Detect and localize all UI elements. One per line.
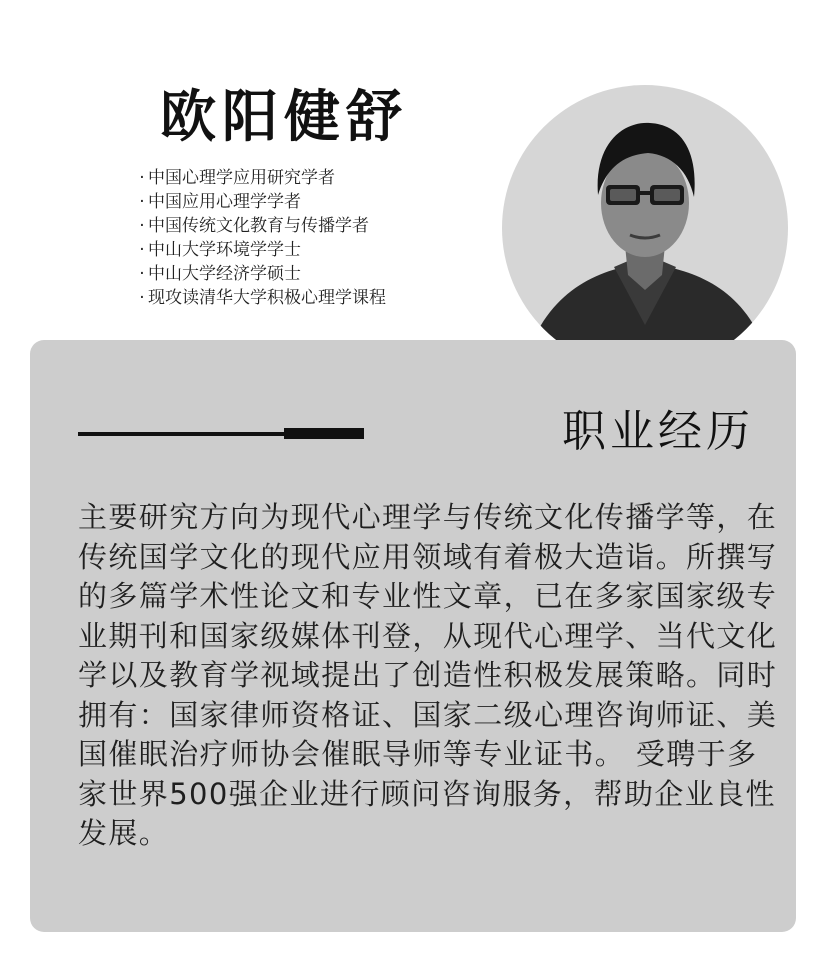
career-description: 主要研究方向为现代心理学与传统文化传播学等，在传统国学文化的现代应用领域有着极大造诣。所撰写的多篇学术性论文和专业性文章，已在多家国家级专业期刊和国家级媒体刊登，从现代心理学、当代文化学以及教育学视域提出了创造性积极发展策略。同时拥有：国家律师资格证、国家二级心理咨询师证、美国催眠治疗师协会催眠导师等专业证书。 受聘于多家世界500强企业进行顾问咨询服务，帮助企业良性发展。 <box>78 500 778 850</box>
section-title: 职业经历 <box>562 406 754 457</box>
credential-item: · 中国心理学应用研究学者 <box>136 166 386 190</box>
credential-item: · 中国应用心理学学者 <box>136 190 386 214</box>
portrait-illustration <box>502 85 788 371</box>
credential-item: · 中山大学经济学硕士 <box>136 262 386 286</box>
profile-name: 欧阳健舒 <box>160 85 408 150</box>
credential-item: · 中山大学环境学学士 <box>136 238 386 262</box>
portrait-photo <box>502 85 788 371</box>
credential-item: · 中国传统文化教育与传播学者 <box>136 214 386 238</box>
career-card <box>30 340 796 932</box>
divider-line <box>78 432 288 436</box>
divider-accent <box>284 428 364 439</box>
credential-item: · 现攻读清华大学积极心理学课程 <box>136 286 386 310</box>
credentials-list <box>136 166 386 310</box>
